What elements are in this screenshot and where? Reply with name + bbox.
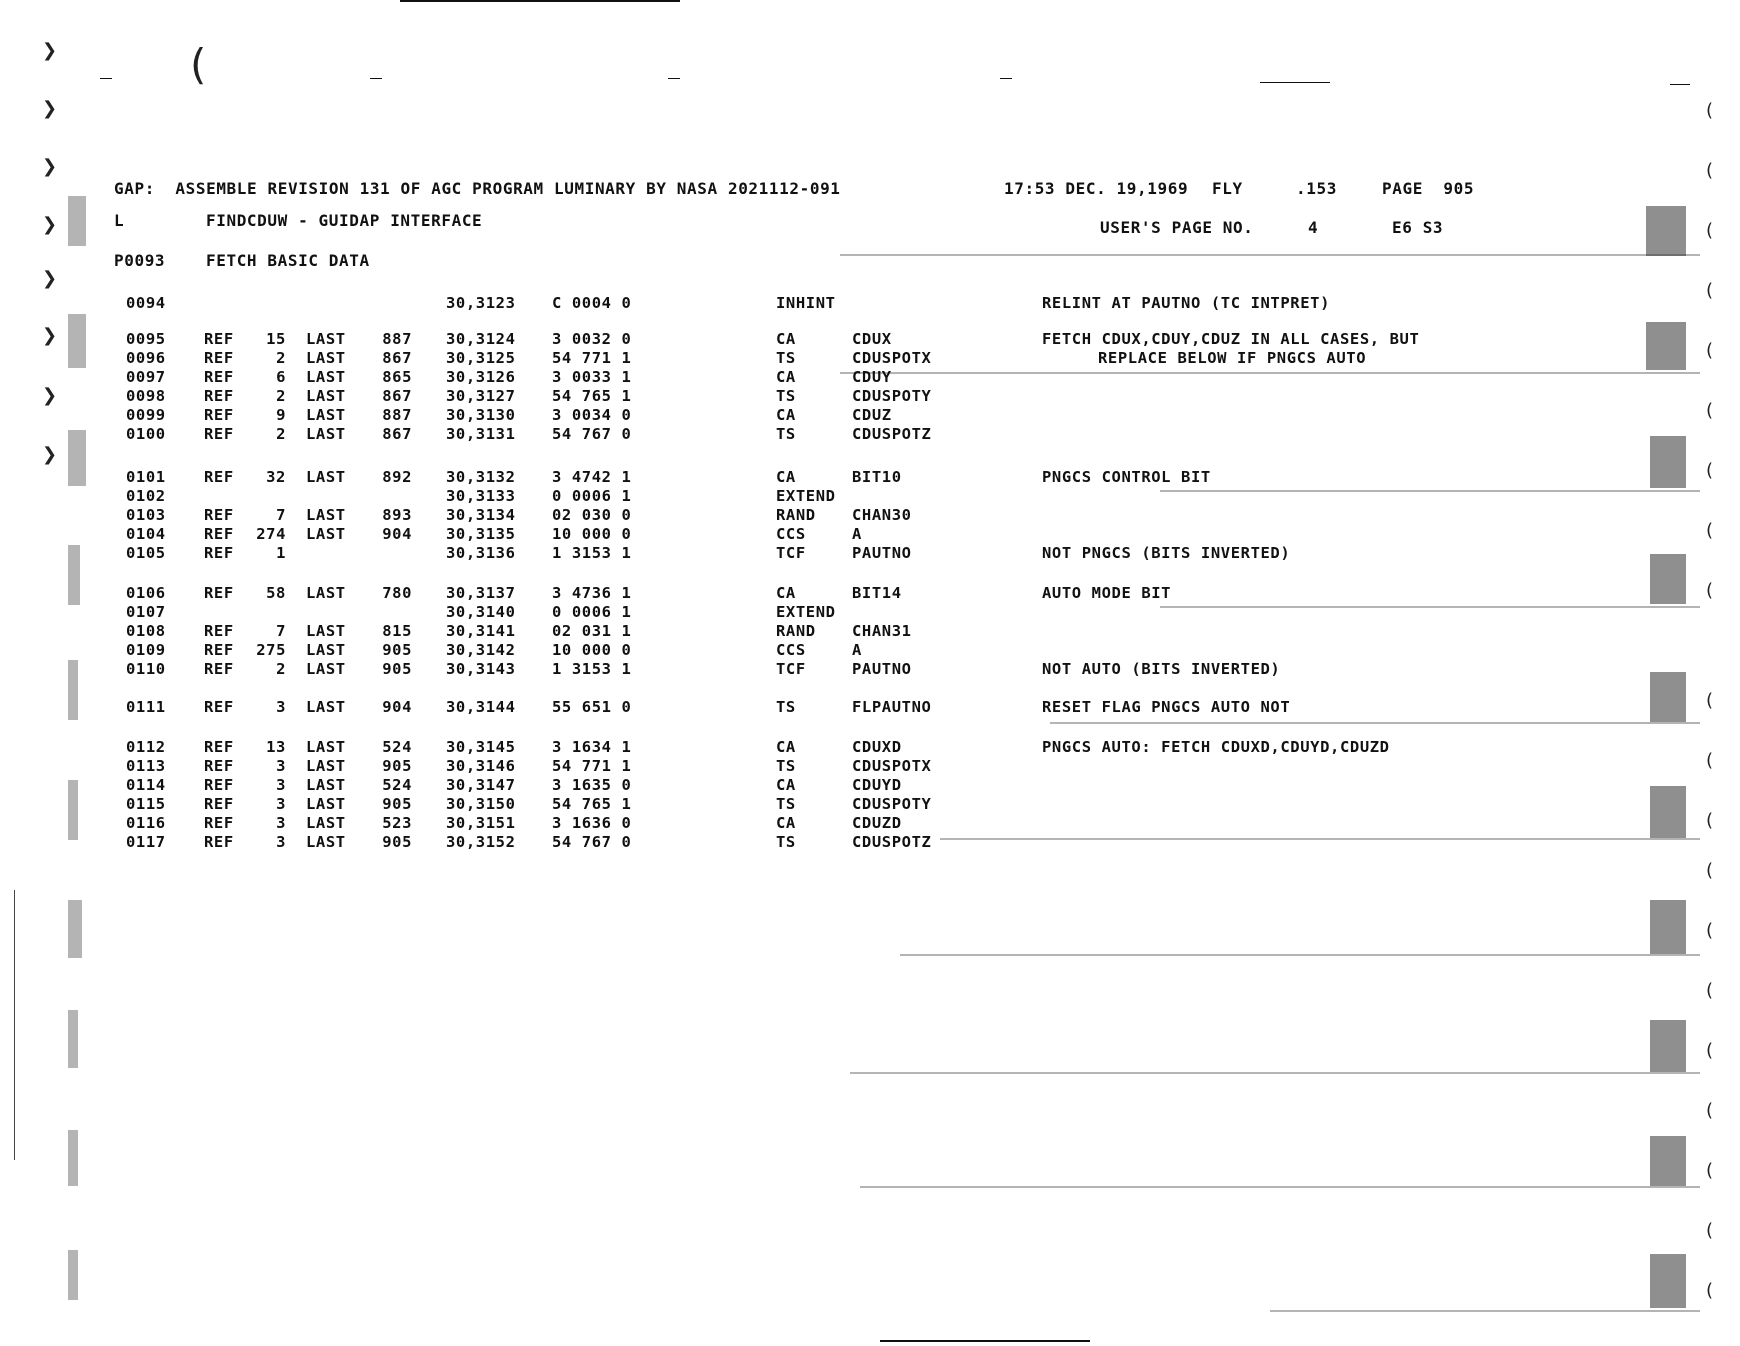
line-number: 0112 [126,738,166,756]
line-number: 0107 [126,603,166,621]
octal-word: 3 0034 0 [552,406,632,424]
tractor-hole-icon: ( [1706,100,1714,121]
ref-count: 2 [276,660,286,678]
margin-line [14,890,15,1160]
last-label: LAST [306,776,346,794]
tractor-hole-icon: ( [1706,690,1714,711]
ref-count: 1 [276,544,286,562]
line-number: 0099 [126,406,166,424]
ref-count: 7 [276,506,286,524]
last-page: 524 [382,776,412,794]
last-label: LAST [306,425,346,443]
tractor-hole-icon: ( [1706,980,1714,1001]
last-label: LAST [306,506,346,524]
opcode: EXTEND [776,603,836,621]
comment: AUTO MODE BIT [1042,584,1172,602]
line-number: 0116 [126,814,166,832]
blotch [1646,322,1686,370]
line-number: 0095 [126,330,166,348]
comment: NOT PNGCS (BITS INVERTED) [1042,544,1291,562]
address: 30,3147 [446,776,516,794]
last-page: 523 [382,814,412,832]
ref-label: REF [204,833,234,851]
comment: NOT AUTO (BITS INVERTED) [1042,660,1281,678]
top-rule [400,0,680,2]
last-label: LAST [306,795,346,813]
last-label: LAST [306,698,346,716]
address: 30,3130 [446,406,516,424]
operand: CDUSPOTY [852,795,932,813]
address: 30,3123 [446,294,516,312]
last-page: 905 [382,641,412,659]
address: 30,3134 [446,506,516,524]
ref-label: REF [204,622,234,640]
smudge [68,900,82,958]
last-label: LAST [306,406,346,424]
address: 30,3144 [446,698,516,716]
ref-count: 275 [256,641,286,659]
last-label: LAST [306,757,346,775]
last-label: LAST [306,387,346,405]
dash-mark [1000,78,1012,79]
octal-word: 3 4742 1 [552,468,632,486]
opcode: CA [776,584,796,602]
ghost-line [900,954,1700,956]
ref-count: 7 [276,622,286,640]
address: 30,3152 [446,833,516,851]
blotch [1650,900,1686,954]
ghost-line [850,1072,1700,1074]
ref-count: 2 [276,425,286,443]
comment: PNGCS AUTO: FETCH CDUXD,CDUYD,CDUZD [1042,738,1390,756]
opcode: CA [776,776,796,794]
tractor-hole-icon: ( [1706,460,1714,481]
ref-count: 2 [276,387,286,405]
opcode: CA [776,468,796,486]
last-label: LAST [306,330,346,348]
last-label: LAST [306,641,346,659]
ref-label: REF [204,757,234,775]
line-number: 0104 [126,525,166,543]
ref-label: REF [204,349,234,367]
comment: RESET FLAG PNGCS AUTO NOT [1042,698,1291,716]
comment: FETCH CDUX,CDUY,CDUZ IN ALL CASES, BUT [1042,330,1420,348]
ref-count: 3 [276,814,286,832]
opcode: TS [776,698,796,716]
opcode: TS [776,833,796,851]
octal-word: 55 651 0 [552,698,632,716]
address: 30,3136 [446,544,516,562]
opcode: CA [776,406,796,424]
last-page: 524 [382,738,412,756]
blotch [1650,672,1686,722]
address: 30,3124 [446,330,516,348]
last-label: LAST [306,738,346,756]
header-title: GAP: ASSEMBLE REVISION 131 OF AGC PROGRAM LUMINARY BY NASA 2021112-091 [114,179,841,198]
address: 30,3143 [446,660,516,678]
octal-word: 3 0032 0 [552,330,632,348]
line-number: 0110 [126,660,166,678]
line-number: 0111 [126,698,166,716]
ref-count: 3 [276,698,286,716]
tractor-hole-icon: ( [1706,340,1714,361]
blotch [1650,786,1686,838]
tractor-hole-icon: ( [1706,1100,1714,1121]
address: 30,3146 [446,757,516,775]
dash-mark [1260,82,1330,83]
last-page: 867 [382,349,412,367]
opcode: CCS [776,641,806,659]
tractor-hole-icon: ( [1706,280,1714,301]
last-page: 892 [382,468,412,486]
ghost-line [860,1186,1700,1188]
operand: CDUXD [852,738,902,756]
ref-label: REF [204,698,234,716]
octal-word: 3 0033 1 [552,368,632,386]
opcode: CA [776,368,796,386]
octal-word: 54 767 0 [552,425,632,443]
octal-word: 10 000 0 [552,525,632,543]
last-page: 904 [382,525,412,543]
operand: CDUSPOTY [852,387,932,405]
ref-label: REF [204,468,234,486]
smudge [68,780,78,840]
operand: CDUX [852,330,892,348]
octal-word: 10 000 0 [552,641,632,659]
ref-count: 58 [266,584,286,602]
last-page: 887 [382,406,412,424]
last-label: LAST [306,349,346,367]
ref-label: REF [204,525,234,543]
smudge [68,1010,78,1068]
last-label: LAST [306,584,346,602]
dash-mark [1670,84,1690,85]
line-number: 0106 [126,584,166,602]
ref-count: 3 [276,757,286,775]
opcode: TS [776,349,796,367]
address: 30,3151 [446,814,516,832]
address: 30,3142 [446,641,516,659]
line-number: 0101 [126,468,166,486]
last-label: LAST [306,814,346,832]
opcode: TCF [776,544,806,562]
octal-word: 3 1635 0 [552,776,632,794]
operand: CDUSPOTX [852,757,932,775]
users-page-number: 4 [1308,218,1319,237]
ref-label: REF [204,738,234,756]
last-label: LAST [306,525,346,543]
tractor-hole-icon: ( [1706,860,1714,881]
blotch [1646,206,1686,256]
last-page: 780 [382,584,412,602]
blotch [1650,1136,1686,1186]
ref-label: REF [204,776,234,794]
ghost-line [1160,606,1700,608]
opcode: RAND [776,506,816,524]
last-label: LAST [306,468,346,486]
last-page: 905 [382,660,412,678]
tractor-hole-icon: ( [1706,810,1714,831]
address: 30,3131 [446,425,516,443]
ghost-line [1270,1310,1700,1312]
opcode: CCS [776,525,806,543]
ref-label: REF [204,641,234,659]
address: 30,3132 [446,468,516,486]
last-label: LAST [306,660,346,678]
address: 30,3141 [446,622,516,640]
opcode: RAND [776,622,816,640]
header-seq: .153 [1296,179,1337,198]
tractor-hole-icon: ( [1706,920,1714,941]
ref-label: REF [204,544,234,562]
opcode: CA [776,738,796,756]
tractor-hole-icon: ( [1706,580,1714,601]
octal-word: 54 771 1 [552,349,632,367]
opcode: TCF [776,660,806,678]
line-number: 0094 [126,294,166,312]
bottom-rule [880,1340,1090,1342]
operand: A [852,525,862,543]
tractor-hole-icon: ( [1706,160,1714,181]
binder-mark-icon: ❯ [42,444,58,465]
ref-label: REF [204,330,234,348]
ref-label: REF [204,368,234,386]
operand: A [852,641,862,659]
comment: PNGCS CONTROL BIT [1042,468,1211,486]
opcode: TS [776,387,796,405]
operand: FLPAUTNO [852,698,932,716]
last-page: 865 [382,368,412,386]
tractor-hole-icon: ( [1706,1040,1714,1061]
line-number: 0113 [126,757,166,775]
blotch [1650,554,1686,604]
binder-mark-icon: ❯ [42,325,58,346]
blotch [1650,436,1686,488]
ghost-line [940,838,1700,840]
octal-word: 3 1634 1 [552,738,632,756]
opcode: INHINT [776,294,836,312]
line-number: 0098 [126,387,166,405]
ref-count: 9 [276,406,286,424]
binder-mark-icon: ❯ [42,385,58,406]
operand: BIT10 [852,468,902,486]
smudge [68,314,86,368]
tractor-hole-icon: ( [1706,520,1714,541]
binder-mark-icon: ❯ [42,268,58,289]
ref-count: 3 [276,833,286,851]
line-number: 0108 [126,622,166,640]
ref-count: 13 [266,738,286,756]
address: 30,3150 [446,795,516,813]
operand: CDUY [852,368,892,386]
opcode: TS [776,425,796,443]
header-time: 17:53 DEC. 19,1969 [1004,179,1189,198]
last-page: 905 [382,795,412,813]
last-page: 893 [382,506,412,524]
ref-label: REF [204,406,234,424]
line-number: 0117 [126,833,166,851]
ghost-line [840,372,1700,374]
last-page: 867 [382,425,412,443]
address: 30,3145 [446,738,516,756]
tractor-hole-icon: ( [1706,1280,1714,1301]
last-page: 815 [382,622,412,640]
last-page: 867 [382,387,412,405]
smudge [68,660,78,720]
tractor-hole-icon: ( [1706,750,1714,771]
last-page: 904 [382,698,412,716]
address: 30,3125 [446,349,516,367]
ref-count: 3 [276,776,286,794]
octal-word: 02 030 0 [552,506,632,524]
smudge [68,196,86,246]
dash-mark [370,78,382,79]
ghost-line [1160,490,1700,492]
line-number: 0102 [126,487,166,505]
header-fly: FLY [1212,179,1243,198]
last-page: 887 [382,330,412,348]
operand: CDUYD [852,776,902,794]
pen-stroke-icon: ( [190,40,207,89]
blotch [1650,1254,1686,1308]
ghost-line [840,254,1700,256]
opcode: CA [776,330,796,348]
ref-count: 15 [266,330,286,348]
comment: RELINT AT PAUTNO (TC INTPRET) [1042,294,1331,312]
octal-word: 0 0006 1 [552,603,632,621]
ref-label: REF [204,387,234,405]
operand: CDUSPOTX [852,349,932,367]
last-label: LAST [306,833,346,851]
operand: BIT14 [852,584,902,602]
address: 30,3137 [446,584,516,602]
tractor-hole-icon: ( [1706,220,1714,241]
binder-mark-icon: ❯ [42,40,58,61]
dash-mark [668,78,680,79]
tractor-hole-icon: ( [1706,1160,1714,1181]
ref-label: REF [204,795,234,813]
ref-count: 32 [266,468,286,486]
last-page: 905 [382,757,412,775]
tractor-hole-icon: ( [1706,400,1714,421]
smudge [68,545,80,605]
comment: REPLACE BELOW IF PNGCS AUTO [1098,349,1367,367]
octal-word: C 0004 0 [552,294,632,312]
blotch [1650,1020,1686,1072]
octal-word: 54 771 1 [552,757,632,775]
ref-label: REF [204,584,234,602]
operand: CDUSPOTZ [852,833,932,851]
subsection-title: FETCH BASIC DATA [206,251,370,270]
ref-count: 2 [276,349,286,367]
ref-label: REF [204,660,234,678]
line-number: 0115 [126,795,166,813]
section-title: FINDCDUW - GUIDAP INTERFACE [206,211,483,230]
octal-word: 02 031 1 [552,622,632,640]
opcode: TS [776,795,796,813]
last-label: LAST [306,622,346,640]
octal-word: 3 1636 0 [552,814,632,832]
ref-count: 274 [256,525,286,543]
operand: PAUTNO [852,544,912,562]
octal-word: 54 767 0 [552,833,632,851]
operand: PAUTNO [852,660,912,678]
opcode: TS [776,757,796,775]
address: 30,3140 [446,603,516,621]
operand: CDUZD [852,814,902,832]
address: 30,3126 [446,368,516,386]
octal-word: 0 0006 1 [552,487,632,505]
line-number: 0097 [126,368,166,386]
address: 30,3127 [446,387,516,405]
ref-count: 3 [276,795,286,813]
line-number: 0114 [126,776,166,794]
address: 30,3133 [446,487,516,505]
operand: CHAN30 [852,506,912,524]
operand: CDUSPOTZ [852,425,932,443]
smudge [68,1130,78,1186]
operand: CHAN31 [852,622,912,640]
octal-word: 54 765 1 [552,387,632,405]
smudge [68,430,86,486]
binder-mark-icon: ❯ [42,214,58,235]
page-code: E6 S3 [1392,218,1444,237]
smudge [68,1250,78,1300]
octal-word: 1 3153 1 [552,660,632,678]
line-number: 0103 [126,506,166,524]
line-number: 0100 [126,425,166,443]
octal-word: 54 765 1 [552,795,632,813]
operand: CDUZ [852,406,892,424]
address: 30,3135 [446,525,516,543]
ref-count: 6 [276,368,286,386]
line-number: 0109 [126,641,166,659]
header-page: PAGE 905 [1382,179,1475,198]
binder-mark-icon: ❯ [42,98,58,119]
tractor-hole-icon: ( [1706,1220,1714,1241]
ref-label: REF [204,506,234,524]
dash-mark [100,78,112,79]
ghost-line [1050,722,1700,724]
header-line3-left: P0093 [114,251,166,270]
last-label: LAST [306,368,346,386]
binder-mark-icon: ❯ [42,156,58,177]
line-number: 0096 [126,349,166,367]
opcode: EXTEND [776,487,836,505]
line-number: 0105 [126,544,166,562]
ref-label: REF [204,814,234,832]
octal-word: 3 4736 1 [552,584,632,602]
opcode: CA [776,814,796,832]
octal-word: 1 3153 1 [552,544,632,562]
ref-label: REF [204,425,234,443]
users-page-label: USER'S PAGE NO. [1100,218,1254,237]
last-page: 905 [382,833,412,851]
header-line2-left: L [114,211,125,230]
